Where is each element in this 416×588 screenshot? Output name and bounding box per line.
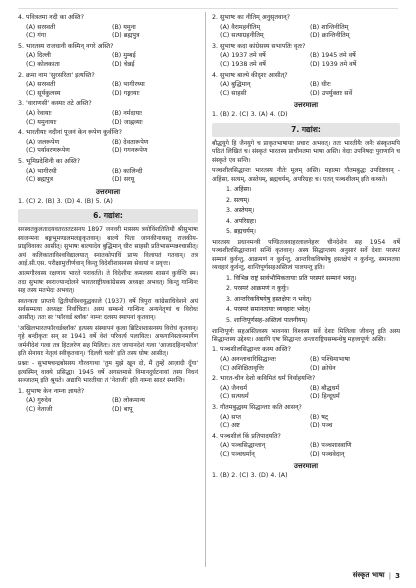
option: (A) बुद्धिमान् xyxy=(220,81,251,89)
option: (D) 1939 तमे वर्षे xyxy=(310,60,357,68)
option: (A) जैनधर्मं xyxy=(220,384,248,392)
options xyxy=(18,81,198,98)
question-text: 2. भारत-चीन देशो कविमितं धर्मं निर्वाहयन्ति? xyxy=(212,375,316,383)
right-column xyxy=(212,14,400,484)
passage-paragraph: पञ्चशीलसिद्धान्तः भारतस्य नीतेः मूलम् अस्ति। महात्मा गौतमबुद्धः उपदिष्टवान् - अहिंसा, सत्यम्, अस्तेयम्, ब्रह्मचर्यम्, अपरिग्रहः च। एतत् पञ्चशीलम् इति कथ्यते। xyxy=(212,167,400,183)
options xyxy=(212,356,400,373)
question-text: 2. सुभाषः का नीतिम् अनुसृतवान्? xyxy=(212,14,290,21)
options xyxy=(212,52,400,69)
option: (A) गुरुदेव xyxy=(26,397,52,405)
options xyxy=(212,414,400,431)
option: (C) कोलकाता xyxy=(26,60,60,68)
right-bottom-questions xyxy=(212,346,400,459)
options xyxy=(18,52,198,69)
option: (D) पञ्च xyxy=(310,422,333,430)
footer-separator: | xyxy=(388,571,392,580)
passage-paragraph: बौद्धयुगे हि जैनयुगे च प्राकृतभाषायाः प्रचारः अभवत्। ततः भारतीयैः जनैः संस्कृतमपि पठितं लिखितं च। संस्कृतं भारतस्य प्राचीनतमा भाषा अस्ति। वेदाः उपनिषदः पुराणानि च संस्कृते एव सन्ति। xyxy=(212,139,400,164)
right-question-list xyxy=(212,14,400,98)
option: (A) अनन्ताचारिसिद्धान्तः xyxy=(220,355,276,363)
list-item: 5. ब्रह्मचर्यम्। xyxy=(226,228,256,236)
option: (D) जाह्नव्याः xyxy=(112,118,143,126)
option: (B) बौद्धधर्मं xyxy=(310,384,340,392)
option: (C) अष्ट xyxy=(220,422,240,430)
options xyxy=(18,139,198,156)
option: (D) उपर्युक्ताः सर्वे xyxy=(310,89,353,97)
list-item: 1. अहिंसा। xyxy=(226,185,252,193)
page-number: 3 xyxy=(395,571,400,580)
option: (B) पश्चिमाभाषा xyxy=(310,355,350,363)
option: (C) अशिक्षितावृत्तिः xyxy=(220,364,265,372)
option: (A) रेवायाः xyxy=(26,109,52,117)
option: (D) बापू xyxy=(112,405,133,413)
options xyxy=(212,385,400,402)
options xyxy=(212,81,400,98)
option: (B) यमुना xyxy=(112,23,136,31)
question-text: 3. सुभाषः कदा कांग्रेसस्य सभापतिः वृतः? xyxy=(212,42,306,50)
question-text: 4. सुभाषः बाल्ये कीदृशः आसीत्? xyxy=(212,71,288,79)
option: (D) गगनरूपेण xyxy=(112,147,148,155)
passage xyxy=(18,226,198,385)
option: (D) चेन्नई xyxy=(112,60,135,68)
option: (C) नेताजी xyxy=(26,405,53,413)
section-title: 7. गद्यांश: xyxy=(212,123,400,137)
option: (B) नर्मदायाः xyxy=(112,109,143,117)
option: (B) कालिन्दी xyxy=(112,167,143,175)
top-rule xyxy=(18,8,398,9)
passage-continued xyxy=(212,239,400,273)
option: (D) क्रोधेन xyxy=(310,364,336,372)
option: (A) सरस्वती xyxy=(26,23,56,31)
list-item: 2. सत्यम्। xyxy=(226,196,250,204)
option: (D) गङ्गायाः xyxy=(112,89,140,97)
options xyxy=(18,24,198,41)
option: (C) यमुनायाः xyxy=(26,118,57,126)
answer-heading: उत्तरमाला xyxy=(293,101,319,110)
options xyxy=(212,24,400,41)
option: (D) ब्रह्मपुत्र xyxy=(112,32,140,40)
question-text: 4. पवित्रतमा नदी का अस्ति? xyxy=(18,14,84,21)
option: (A) जलरूपेण xyxy=(26,138,60,146)
question-text: 5. भारतस्य राजधानी कस्मिन् नगरे अस्ति? xyxy=(18,42,114,50)
option: (B) लोकमान्य xyxy=(112,397,145,405)
option: (B) भागीरथ्या xyxy=(112,81,145,89)
passage-paragraph: शान्तिपूर्णः सहअस्तित्वस्य भावनया विश्वस्य सर्वे देशाः मिलित्वा जीवन्तु इति अस्य सिद्धान्तस्य उद्देश्यः। अद्यापि एषः सिद्धान्तः अन्ताराष्ट्रियसम्बन्धेषु महत्त्वपूर्णः अस्ति। xyxy=(212,327,400,343)
answer-key: 1. (C) 2. (B) 3. (D) 4. (B) 5. (A) xyxy=(18,197,113,205)
option: (A) सप्त xyxy=(220,413,242,421)
passage-paragraph: 'अखिलभारतफॉरवर्डब्लॉक' इत्यस्य संस्थापनं कृत्वा ब्रिटिशशासनस्य विरोधं कृतवान्। गृहे बन्दीकृतः सन् सः 1941 वर्षे वेशं परिवर्त्य पलायितः। अफगानिस्तानमार्गेण जर्मनीदेशं गत्वा तत्र हिटलरेण सह मिलितः। ततः जापानदेशं गत्वा 'आजादहिन्दफौज' इति सेनायाः नेतृत्वं स्वीकृतवान्। 'दिल्ली चलो' इति तस्य घोषः आसीत्। xyxy=(18,324,198,357)
question-text: 3. 'वाराणसी' कस्याः तटे अस्ति? xyxy=(18,100,92,108)
option: (C) सत्याग्रहनीतिम् xyxy=(220,32,264,40)
option: (D) क्रान्तिनीतिम् xyxy=(310,32,350,40)
option: (B) षट् xyxy=(310,413,329,421)
option: (A) दिल्ली xyxy=(26,52,51,60)
answer-heading: उत्तरमाला xyxy=(293,462,319,471)
passage-paragraph: स्वतन्त्रता प्राप्तये द्वितीयविश्वयुद्धकाले (1937) वर्षे त्रिपुरा कांग्रेसाधिवेशने अयं सर्वसम्मत्या अध्यक्षः निर्वाचितः। अस्य सम्बन्धे गान्धिनः अन्यनेतृणां च विरोधः आसीत्। ततः सः 'फॉरवर्ड ब्लॉक' नाम्नः दलस्य स्थापनां कृतवान्। xyxy=(18,297,198,322)
left-question-list xyxy=(18,14,198,185)
option: (B) मुम्बई xyxy=(112,52,136,60)
passage-paragraph: आत्मगौरवस्य रक्षणाय भारते परावर्तते। ते विदेशीयः कमलस्य शासनं कुर्वन्ति स्म। तदा सुभाषः स्वराज्यान्दोलने भारतराष्ट्रीयकांग्रेसस्य अध्यक्षः अभवत्। किन्तु गान्धिनः सह तस्य मतभेदः अभवत्। xyxy=(18,270,198,295)
list-item: 2. परस्परं आक्रमणं न कुर्युः। xyxy=(226,285,289,293)
option: (C) सूर्यकुलस्य xyxy=(26,89,61,97)
question-text: 3. गौतमबुद्धस्य सिद्धान्ताः कति आसन्? xyxy=(212,403,302,411)
passage-paragraph: सरस्वतकुलतादयवतरततटसनय 1897 जनवरी मासस्य त्रयोविंशतितिथौ श्रीसुभाषः स्वजन्मना बङ्गभूमण्डलमलङ्कृतवान्। बाल्ये पिता जानकीनाथस्तु राजकीय-प्राड्विवाकः आसीत्। सुभाषः बाल्यादेव बुद्धिमान् धीरः साहसी प्रतिभासम्पन्नश्चासीत्। अयं कलिकाताविश्वविद्यालयात् स्नातकोपाधिं प्राप्य विलायतं गतवान्। तत्र आई.सी.एस. परीक्षामुत्तीर्णवान् किन्तु विदेशीशासनस्य सेवायां न प्रवृत्तः। xyxy=(18,226,198,267)
option: (D) पञ्चवेदान् xyxy=(310,450,345,458)
option: (A) सरस्वती xyxy=(26,81,56,89)
option: (C) सत्यधर्मं xyxy=(220,393,249,401)
left-bottom-question xyxy=(18,388,198,415)
list-item: 4. अपरिग्रहः। xyxy=(226,217,257,225)
principle-list-2 xyxy=(212,275,400,326)
passage-paragraph: भारतस्य प्रधानमन्त्री पण्डितजवाहरलालनेहरुः चीनदेशेन सह 1954 वर्षे पञ्चशीलसिद्धान्तानां सन्धिं कृतवान्। अस्य सिद्धान्तस्य अनुसारं सर्वे देशाः परस्परं सम्मानं कुर्वन्तु, आक्रमणं न कुर्वन्तु, आन्तरिकविषयेषु हस्तक्षेपं न कुर्वन्तु, समानतया व्यवहारं कुर्वन्तु, शान्तिपूर्णसहअस्तित्वं पालयन्तु इति। xyxy=(212,238,400,272)
list-item: 4. परस्परं समानतायाः व्यवहारः भवेत्। xyxy=(226,306,311,314)
list-item: 3. अस्तेयम्। xyxy=(226,207,255,215)
options xyxy=(18,110,198,127)
question-text: 1. पञ्चशीलसिद्धान्तः कस्य अस्ति? xyxy=(212,346,291,354)
passage-paragraph: प्रश्नाः - सुभाषचन्द्रबोसस्य गौरवगाथा 'तुम मुझे खून दो, मैं तुम्हें आज़ादी दूँगा' इत्यस्मिन् वाक्ये प्रसिद्धा। 1945 वर्षे अगस्तमासे विमानदुर्घटनायां तस्य निधनं सञ्जातम् इति श्रूयते। अद्यापि भारतीयाः तं 'नेताजी' इति नाम्ना सादरं स्मरन्ति। xyxy=(18,360,198,385)
question-text: 4. भारतीयाः नदीनां पूजनं केन रूपेण कुर्वन्ति? xyxy=(18,129,122,137)
footer-subject: संस्कृत भाषा xyxy=(352,571,385,579)
options xyxy=(212,442,400,459)
option: (C) 1938 तमे वर्षे xyxy=(220,60,266,68)
section-title: 6. गद्यांश: xyxy=(18,209,198,223)
answer-key: 1. (B) 2. (C) 3. (A) 4. (D) xyxy=(212,111,288,119)
option: (D) सरयू xyxy=(112,176,135,184)
option: (A) वैरामहनीतिम् xyxy=(220,23,261,31)
passage xyxy=(212,140,400,184)
answer-heading: उत्तरमाला xyxy=(95,187,121,196)
option: (C) पञ्चधर्मान् xyxy=(220,450,255,458)
option: (C) साहसी xyxy=(220,89,247,97)
option: (D) हिन्दूधर्मं xyxy=(310,393,340,401)
principle-list xyxy=(212,186,400,237)
question-text: 1. सुभाषः केन नाम्ना ज्ञायते? xyxy=(18,387,85,395)
list-item: 5. शान्तिपूर्णसह-अस्तित्वं पालनीयम्। xyxy=(226,316,308,324)
question-text: 5. भूमिप्रदेशिनी का अस्ति? xyxy=(18,157,81,165)
question-text: 4. पञ्चशीलं किं प्रतिपादयति? xyxy=(212,432,281,440)
column-divider xyxy=(205,12,206,567)
options xyxy=(18,168,198,185)
option: (B) 1945 तमे वर्षे xyxy=(310,52,356,60)
option: (C) पर्यावरणरूपेण xyxy=(26,147,70,155)
option: (B) पञ्चशास्त्राणि xyxy=(310,442,352,450)
option: (A) भागीरथी xyxy=(26,167,57,175)
option: (B) देवतारूपेण xyxy=(112,138,149,146)
list-item: 1. विभिन्न राष्ट्रं सार्वभौमिकतायाः प्रति परस्परं सम्मानं भवतु। xyxy=(226,274,357,282)
list-item: 3. आन्तरिकविषयेषु हस्तक्षेपः न भवेत्। xyxy=(226,295,312,303)
option: (A) पञ्चसिद्धान्तान् xyxy=(220,442,266,450)
left-column xyxy=(18,14,198,416)
question-text: 2. क्रमा नाम 'सुरसरिता' इत्यस्ति? xyxy=(18,71,95,79)
option: (A) 1937 तमे वर्षे xyxy=(220,52,266,60)
option: (C) गंगा xyxy=(26,32,47,40)
answer-key: 1. (B) 2. (C) 3. (D) 4. (A) xyxy=(212,472,288,480)
option: (C) ब्रह्मपुत्र xyxy=(26,176,54,184)
option: (B) धीरः xyxy=(310,81,331,89)
options xyxy=(18,397,198,414)
page-footer xyxy=(353,571,400,580)
option: (B) शान्तिनीतिम् xyxy=(310,23,349,31)
